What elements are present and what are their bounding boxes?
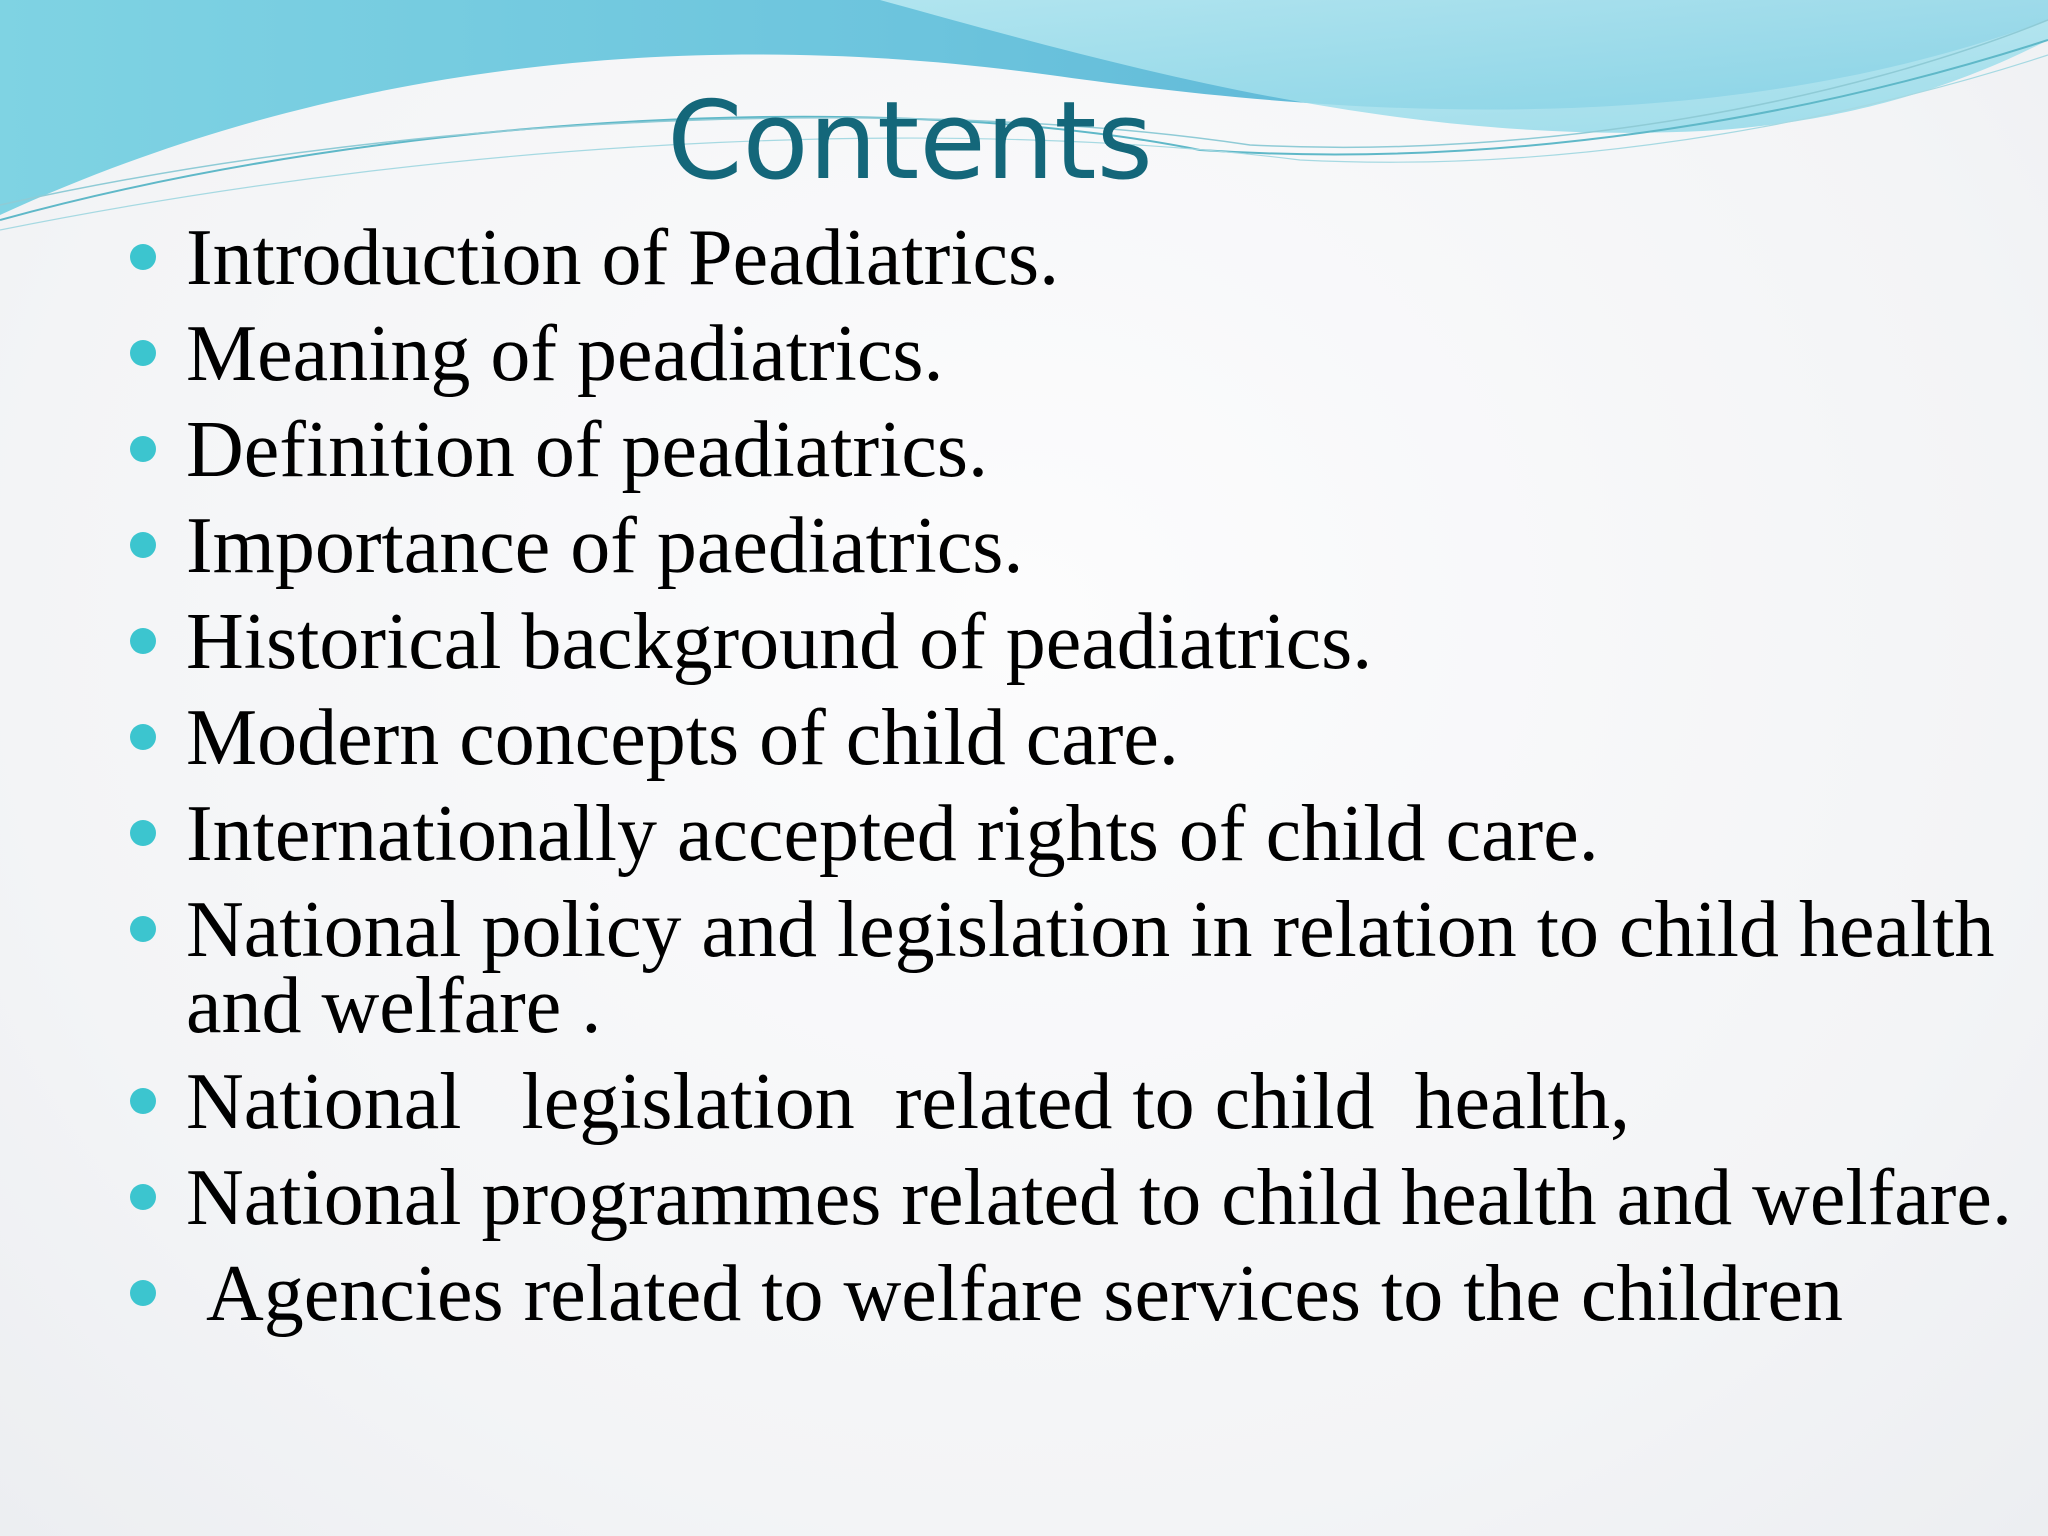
bullet-icon (130, 628, 156, 654)
list-item-national-policy (128, 886, 2035, 1050)
list-item-text: Definition of peadiatrics. (186, 406, 988, 494)
bullet-icon (130, 244, 156, 270)
contents-list (128, 214, 2035, 1352)
list-item-text: National programmes related to child health and welfare. (186, 1154, 2012, 1242)
list-item-importance (128, 502, 2028, 590)
list-item-modern-concepts (128, 694, 2028, 782)
bullet-icon (130, 532, 156, 558)
list-item-text: Introduction of Peadiatrics. (186, 214, 1060, 302)
bullet-icon (130, 1088, 156, 1114)
list-item-meaning (128, 310, 2028, 398)
list-item-text: Modern concepts of child care. (186, 694, 1179, 782)
list-item-text: Historical background of peadiatrics. (186, 598, 1373, 686)
list-item-text: Meaning of peadiatrics. (186, 310, 944, 398)
bullet-icon (130, 820, 156, 846)
list-item-text: National legislation related to child health, (186, 1058, 1631, 1146)
bullet-icon (130, 916, 156, 942)
slide-title: Contents (667, 79, 1153, 204)
list-item-definition (128, 406, 2028, 494)
list-item-agencies (128, 1250, 2028, 1338)
list-item-historical-background (128, 598, 2028, 686)
bullet-icon (130, 1280, 156, 1306)
bullet-icon (130, 1184, 156, 1210)
list-item-text: Internationally accepted rights of child care. (186, 790, 1599, 878)
bullet-icon (130, 436, 156, 462)
list-item-introduction (128, 214, 2028, 302)
bullet-icon (130, 724, 156, 750)
list-item-national-programmes (128, 1154, 2028, 1242)
list-item-rights (128, 790, 2028, 878)
list-item-text: National policy and legislation in relation to child health and welfare . (186, 886, 2035, 1050)
list-item-text: Agencies related to welfare services to the children (186, 1250, 1844, 1338)
bullet-icon (130, 340, 156, 366)
list-item-national-legislation (128, 1058, 2028, 1146)
list-item-text: Importance of paediatrics. (186, 502, 1024, 590)
